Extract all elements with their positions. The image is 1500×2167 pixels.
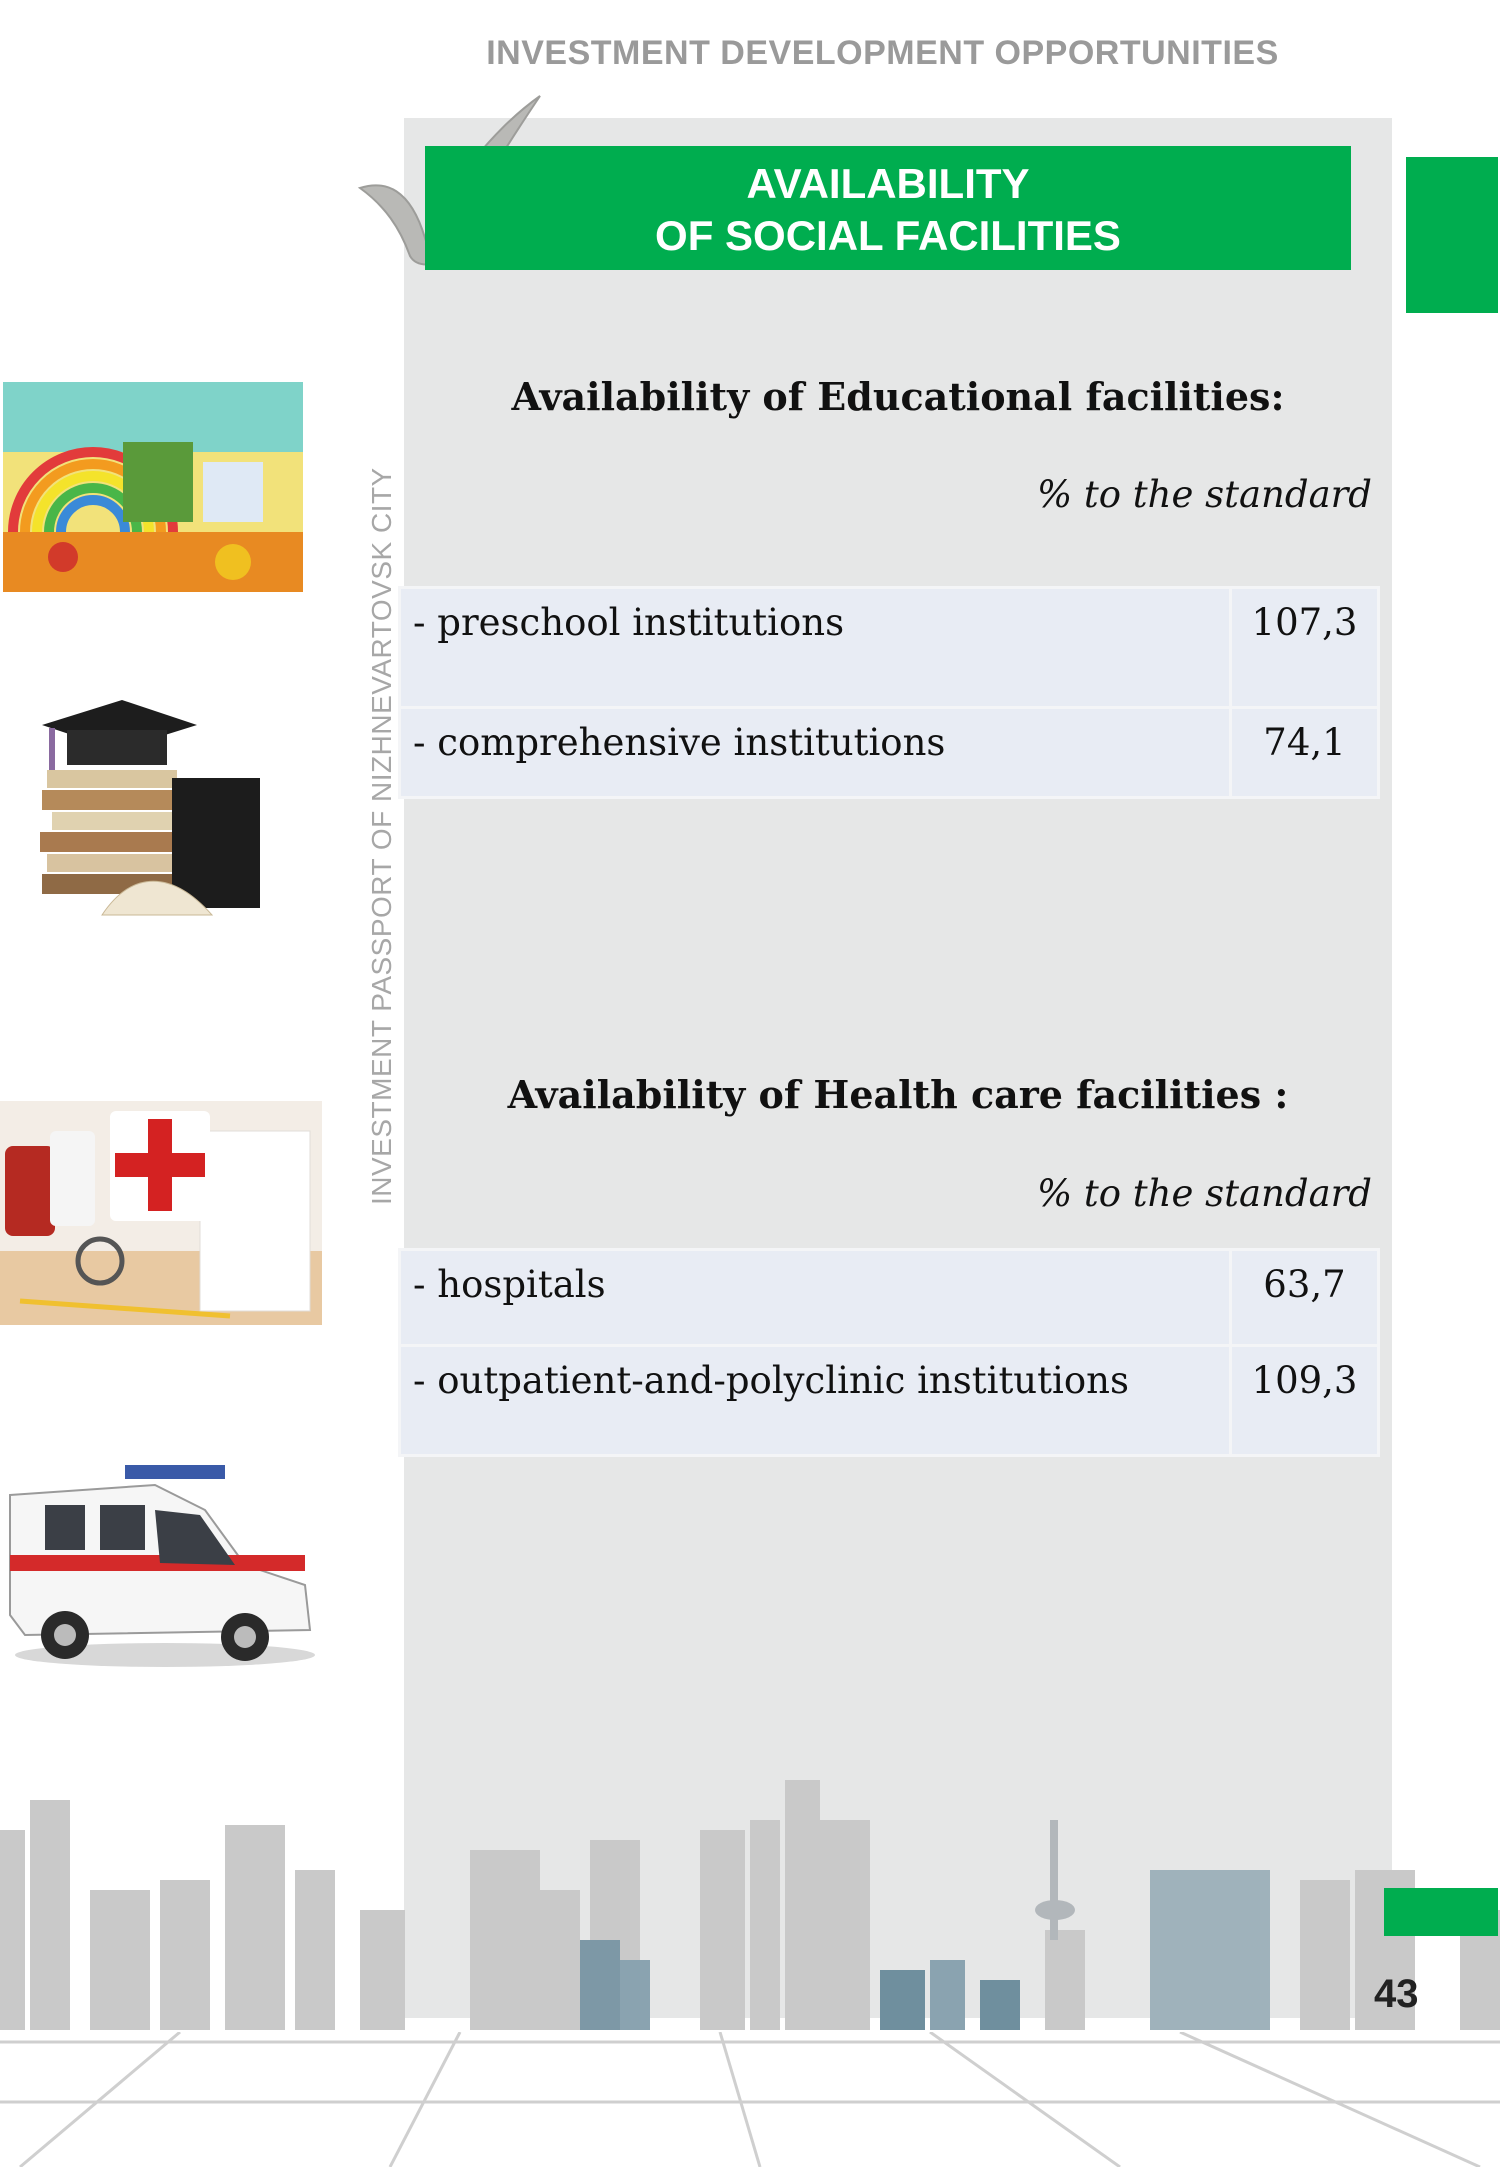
health-unit-label: % to the standard bbox=[1036, 1172, 1372, 1215]
row-value: 107,3 bbox=[1231, 588, 1379, 708]
section-banner bbox=[425, 146, 1351, 270]
row-label: - comprehensive institutions bbox=[400, 708, 1231, 798]
books-graduation-cap-photo bbox=[22, 690, 284, 930]
education-unit-label: % to the standard bbox=[1036, 473, 1372, 516]
health-heading: Availability of Health care facilities : bbox=[507, 1072, 1289, 1117]
banner-line-2: OF SOCIAL FACILITIES bbox=[655, 212, 1121, 259]
table-row bbox=[400, 1346, 1379, 1456]
row-label: - outpatient-and-polyclinic institutions bbox=[400, 1346, 1231, 1456]
side-tab-marker bbox=[1406, 157, 1498, 313]
vertical-document-title: INVESTMENT PASSPORT OF NIZHNEVARTOVSK CITY bbox=[366, 467, 397, 1205]
row-label: - preschool institutions bbox=[400, 588, 1231, 708]
table-row bbox=[400, 588, 1379, 708]
first-aid-photo bbox=[0, 1101, 322, 1325]
ambulance-photo bbox=[5, 1455, 315, 1675]
education-table bbox=[398, 586, 1380, 799]
floor-grid-decoration bbox=[0, 2032, 1500, 2167]
side-tab-marker bbox=[1384, 1888, 1498, 1936]
health-table bbox=[398, 1248, 1380, 1457]
page-number: 43 bbox=[1374, 1972, 1419, 2016]
page-header-title: INVESTMENT DEVELOPMENT OPPORTUNITIES bbox=[486, 34, 1279, 72]
row-label: - hospitals bbox=[400, 1250, 1231, 1346]
education-heading: Availability of Educational facilities: bbox=[511, 374, 1285, 419]
row-value: 74,1 bbox=[1231, 708, 1379, 798]
row-value: 63,7 bbox=[1231, 1250, 1379, 1346]
kindergarten-photo bbox=[3, 382, 303, 592]
table-row bbox=[400, 708, 1379, 798]
table-row bbox=[400, 1250, 1379, 1346]
city-skyline-illustration bbox=[0, 1740, 1500, 2040]
banner-line-1: AVAILABILITY bbox=[746, 160, 1030, 207]
row-value: 109,3 bbox=[1231, 1346, 1379, 1456]
